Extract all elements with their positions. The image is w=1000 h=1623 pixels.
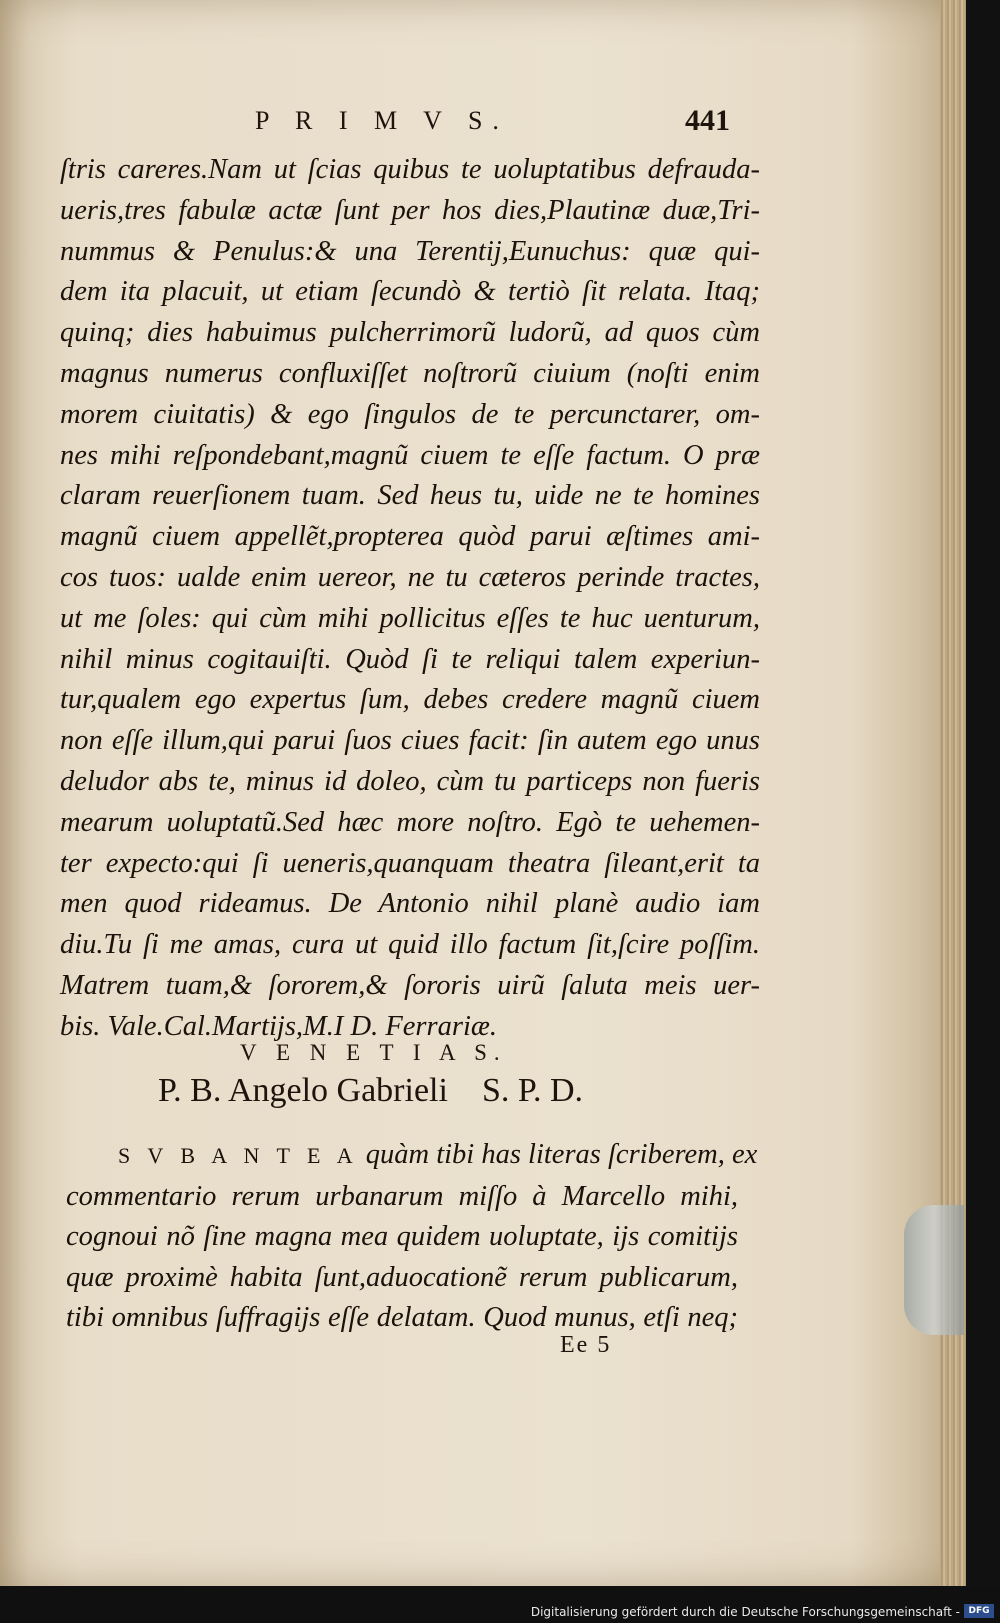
opening-line: [66, 1135, 758, 1177]
running-head: P R I M V S.: [255, 106, 509, 135]
page-clip: [904, 1205, 964, 1335]
dfg-logo: DFG: [964, 1604, 994, 1618]
letter-body: [60, 150, 760, 1048]
opening-line-rest: quàm tibi has literas ſcriberem, ex: [365, 1139, 758, 1170]
text-line: quæ proximè habita ſunt,aduocationẽ rerum publicarum,: [66, 1261, 738, 1293]
text-line: claram reuerſionem tuam. Sed heus tu, uide ne te homines: [60, 480, 760, 512]
text-line: commentario rerum urbanarum miſſo à Marcello mihi,: [66, 1180, 738, 1212]
opening-word: S V B A N T E A: [118, 1143, 359, 1168]
text-line: mearum uoluptatũ.Sed hæc more noſtro. Egò te uehemen-: [60, 806, 760, 838]
page-number: 441: [685, 104, 730, 137]
funding-credit: Digitalisierung gefördert durch die Deutsche Forschungsgemeinschaft -: [530, 1605, 960, 1619]
text-line: morem ciuitatis) & ego ſingulos de te percunctarer, om-: [60, 398, 760, 430]
text-line: tibi omnibus ſuffragijs eſſe delatam. Quod munus, etſi neq;: [66, 1302, 738, 1334]
text-line: cos tuos: ualde enim uereor, ne tu cæteros perinde tractes,: [60, 561, 760, 593]
letter-place-heading: V E N E T I A S.: [240, 1040, 507, 1065]
text-line: quinq; dies habuimus pulcherrimorũ ludorũ, ad quos cùm: [60, 317, 760, 349]
text-line: diu.Tu ſi me amas, cura ut quid illo factum ſit,ſcire poſſim.: [60, 929, 760, 961]
text-line: dem ita placuit, ut etiam ſecundò & tertiò ſit relata. Itaq;: [60, 276, 760, 308]
text-line: nes mihi reſpondebant,magnũ ciuem te eſſe factum. O præ: [60, 439, 760, 471]
text-line: magnus numerus confluxiſſet noſtrorũ ciuium (noſti enim: [60, 357, 760, 389]
text-line: ſtris careres.Nam ut ſcias quibus te uoluptatibus defrauda-: [60, 154, 760, 185]
text-line: ut me ſoles: qui cùm mihi pollicitus eſſes te huc uenturum,: [60, 602, 760, 634]
page-header: [60, 106, 760, 146]
second-letter-body: [66, 1135, 758, 1339]
text-line: cognoui nõ ſine magna mea quidem uoluptate, ijs comitijs: [66, 1221, 738, 1253]
letter-salutation: [158, 1072, 583, 1110]
text-line: nihil minus cogitauiſti. Quòd ſi te reliqui talem experiun-: [60, 643, 760, 675]
text-line: deludor abs te, minus id doleo, cùm tu particeps non fueris: [60, 765, 760, 797]
salutation-name: P. B. Angelo Gabrieli: [158, 1072, 448, 1109]
text-line: ueris,tres fabulæ actæ ſunt per hos dies,Plautinæ duæ,Tri-: [60, 194, 760, 226]
text-line: men quod rideamus. De Antonio nihil planè audio iam: [60, 888, 760, 920]
salutation-abbr: S. P. D.: [481, 1072, 584, 1109]
text-line: ter expecto:qui ſi ueneris,quanquam theatra ſileant,erit ta: [60, 847, 760, 879]
text-line: non eſſe illum,qui parui ſuos ciues facit: ſin autem ego unus: [60, 725, 760, 757]
closing-line: bis. Vale.Cal.Martijs,M.I D. Ferrariæ.: [60, 1010, 498, 1042]
text-line: magnũ ciuem appellẽt,propterea quòd parui æſtimes ami-: [60, 521, 760, 553]
signature-mark: Ee 5: [560, 1332, 612, 1358]
page-stack-edge: [940, 0, 966, 1586]
text-line: tur,qualem ego expertus ſum, debes credere magnũ ciuem: [60, 684, 760, 716]
text-line: nummus & Penulus:& una Terentij,Eunuchus: quæ qui-: [60, 235, 760, 267]
text-line: Matrem tuam,& ſororem,& ſororis uirũ ſaluta meis uer-: [60, 969, 760, 1001]
